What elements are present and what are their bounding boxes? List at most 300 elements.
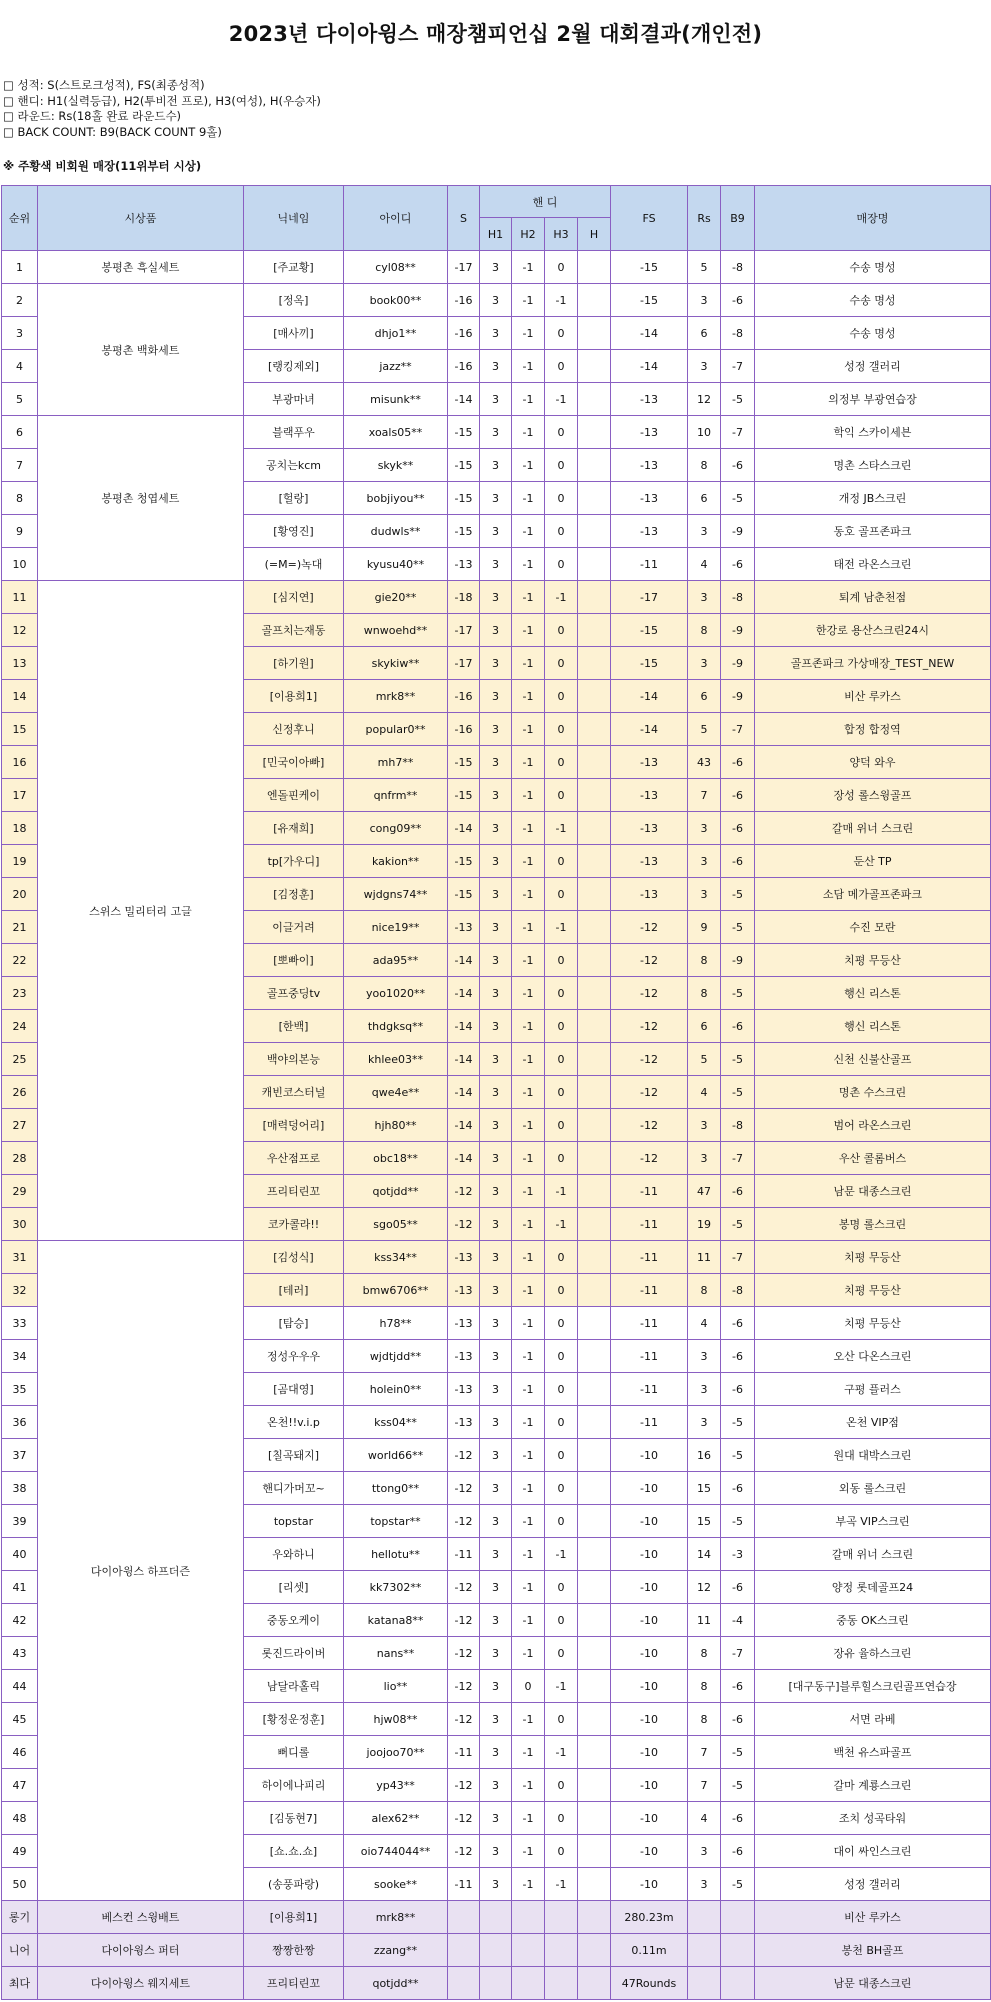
h-cell (578, 1835, 611, 1868)
h3-cell: 0 (545, 1439, 578, 1472)
s-cell: -12 (448, 1802, 480, 1835)
nick-cell: 부광마녀 (244, 383, 344, 416)
prize-cell: 봉평촌 흑실세트 (38, 251, 244, 284)
h2-cell: -1 (512, 845, 545, 878)
h-cell (578, 812, 611, 845)
id-cell: lio** (344, 1670, 448, 1703)
rank-cell: 9 (2, 515, 38, 548)
h-cell (578, 1967, 611, 2000)
h-cell (578, 1736, 611, 1769)
s-cell: -17 (448, 647, 480, 680)
h-cell (578, 1340, 611, 1373)
h3-cell: 0 (545, 1802, 578, 1835)
h3-cell: 0 (545, 1769, 578, 1802)
h3-cell: 0 (545, 845, 578, 878)
h1-cell: 3 (480, 515, 512, 548)
h2-cell (512, 1967, 545, 2000)
h3-cell: -1 (545, 1670, 578, 1703)
rs-cell: 3 (688, 647, 721, 680)
note-handicap: □ 핸디: H1(실력등급), H2(투비전 프로), H3(여성), H(우승자) (3, 93, 321, 108)
rank-cell: 46 (2, 1736, 38, 1769)
h2-cell: -1 (512, 383, 545, 416)
rank-cell: 16 (2, 746, 38, 779)
h2-cell: -1 (512, 482, 545, 515)
b9-cell: -6 (721, 1670, 755, 1703)
h2-cell: -1 (512, 1439, 545, 1472)
h2-cell: -1 (512, 1835, 545, 1868)
nick-cell: 프리티린꼬 (244, 1967, 344, 2000)
store-cell: 백천 유스파골프 (755, 1736, 991, 1769)
store-cell: 치평 무등산 (755, 1241, 991, 1274)
nick-cell: 이글거려 (244, 911, 344, 944)
s-cell: -17 (448, 251, 480, 284)
rs-cell: 3 (688, 845, 721, 878)
rank-cell: 23 (2, 977, 38, 1010)
b9-cell: -6 (721, 449, 755, 482)
h3-cell: 0 (545, 1472, 578, 1505)
rank-cell: 24 (2, 1010, 38, 1043)
h-cell (578, 713, 611, 746)
h2-cell: -1 (512, 977, 545, 1010)
nick-cell: [리셋] (244, 1571, 344, 1604)
table-row (2, 1241, 991, 1274)
rs-cell: 8 (688, 449, 721, 482)
h-cell (578, 548, 611, 581)
nick-cell: [유재희] (244, 812, 344, 845)
h2-cell: -1 (512, 1571, 545, 1604)
id-cell: sgo05** (344, 1208, 448, 1241)
id-cell: kakion** (344, 845, 448, 878)
h2-cell: -1 (512, 647, 545, 680)
store-cell: 비산 루카스 (755, 1901, 991, 1934)
nick-cell: [하기원] (244, 647, 344, 680)
s-cell: -15 (448, 515, 480, 548)
h2-cell: -1 (512, 1076, 545, 1109)
rs-cell: 6 (688, 1010, 721, 1043)
b9-cell: -5 (721, 1868, 755, 1901)
h2-cell: -1 (512, 812, 545, 845)
h1-cell: 3 (480, 317, 512, 350)
rank-cell: 33 (2, 1307, 38, 1340)
h1-cell: 3 (480, 1505, 512, 1538)
h2-cell: -1 (512, 713, 545, 746)
h1-cell: 3 (480, 977, 512, 1010)
h3-cell: -1 (545, 581, 578, 614)
rank-cell: 25 (2, 1043, 38, 1076)
header-rs: Rs (688, 186, 721, 251)
h3-cell: 0 (545, 878, 578, 911)
store-cell: 의정부 부광연습장 (755, 383, 991, 416)
header-rank: 순위 (2, 186, 38, 251)
h3-cell: 0 (545, 944, 578, 977)
nick-cell: [랭킹제외] (244, 350, 344, 383)
id-cell: hjh80** (344, 1109, 448, 1142)
h3-cell: 0 (545, 350, 578, 383)
b9-cell: -5 (721, 1208, 755, 1241)
b9-cell: -7 (721, 1637, 755, 1670)
h-cell (578, 1505, 611, 1538)
rs-cell: 16 (688, 1439, 721, 1472)
s-cell: -15 (448, 845, 480, 878)
store-cell: 우산 콜롬버스 (755, 1142, 991, 1175)
s-cell: -13 (448, 1241, 480, 1274)
s-cell: -12 (448, 1175, 480, 1208)
rs-cell: 11 (688, 1241, 721, 1274)
id-cell: qotjdd** (344, 1967, 448, 2000)
id-cell: ada95** (344, 944, 448, 977)
b9-cell: -9 (721, 647, 755, 680)
id-cell: hjw08** (344, 1703, 448, 1736)
h-cell (578, 284, 611, 317)
rank-cell: 38 (2, 1472, 38, 1505)
b9-cell: -7 (721, 1142, 755, 1175)
nick-cell: [곰대영] (244, 1373, 344, 1406)
fs-cell: -14 (611, 713, 688, 746)
h-cell (578, 1670, 611, 1703)
h3-cell: 0 (545, 1076, 578, 1109)
fs-cell: -15 (611, 614, 688, 647)
id-cell: kk7302** (344, 1571, 448, 1604)
h-cell (578, 1571, 611, 1604)
nick-cell: [김정훈] (244, 878, 344, 911)
rs-cell: 3 (688, 350, 721, 383)
h2-cell: -1 (512, 251, 545, 284)
h2-cell: -1 (512, 1043, 545, 1076)
store-cell: 수진 모란 (755, 911, 991, 944)
store-cell: 남문 대종스크린 (755, 1175, 991, 1208)
rank-cell: 4 (2, 350, 38, 383)
s-cell: -13 (448, 1373, 480, 1406)
nick-cell: [심지연] (244, 581, 344, 614)
rs-cell: 4 (688, 548, 721, 581)
h2-cell: -1 (512, 746, 545, 779)
rs-cell: 19 (688, 1208, 721, 1241)
b9-cell: -5 (721, 1439, 755, 1472)
rank-cell: 14 (2, 680, 38, 713)
s-cell: -15 (448, 878, 480, 911)
id-cell: mh7** (344, 746, 448, 779)
h3-cell: 0 (545, 1043, 578, 1076)
s-cell: -14 (448, 1109, 480, 1142)
rank-cell: 41 (2, 1571, 38, 1604)
rs-cell: 8 (688, 1637, 721, 1670)
rank-cell: 20 (2, 878, 38, 911)
rank-cell: 32 (2, 1274, 38, 1307)
h2-cell: -1 (512, 1340, 545, 1373)
s-cell: -11 (448, 1868, 480, 1901)
rs-cell: 3 (688, 284, 721, 317)
fs-cell: -11 (611, 1373, 688, 1406)
rank-cell: 8 (2, 482, 38, 515)
id-cell: katana8** (344, 1604, 448, 1637)
nick-cell: 온천!!v.i.p (244, 1406, 344, 1439)
h1-cell: 3 (480, 1472, 512, 1505)
rs-cell: 9 (688, 911, 721, 944)
fs-cell: -11 (611, 1175, 688, 1208)
nick-cell: 롯진드라이버 (244, 1637, 344, 1670)
store-cell: 행신 리스톤 (755, 977, 991, 1010)
h1-cell: 3 (480, 614, 512, 647)
h3-cell: -1 (545, 1538, 578, 1571)
fs-cell: -10 (611, 1802, 688, 1835)
store-cell: 수송 명성 (755, 284, 991, 317)
store-cell: 양정 롯데골프24 (755, 1571, 991, 1604)
rank-cell: 19 (2, 845, 38, 878)
rs-cell: 12 (688, 1571, 721, 1604)
rank-cell: 43 (2, 1637, 38, 1670)
fs-cell: -10 (611, 1604, 688, 1637)
fs-cell: -12 (611, 1043, 688, 1076)
store-cell: 치평 무등산 (755, 1274, 991, 1307)
rs-cell: 5 (688, 713, 721, 746)
store-cell: 온천 VIP점 (755, 1406, 991, 1439)
id-cell: qotjdd** (344, 1175, 448, 1208)
fs-cell: -10 (611, 1538, 688, 1571)
h-cell (578, 1274, 611, 1307)
rs-cell (688, 1934, 721, 1967)
b9-cell: -6 (721, 1472, 755, 1505)
store-cell: 봉천 BH골프 (755, 1934, 991, 1967)
h1-cell: 3 (480, 1802, 512, 1835)
h3-cell: 0 (545, 713, 578, 746)
h1-cell: 3 (480, 779, 512, 812)
fs-cell: -12 (611, 1109, 688, 1142)
rank-cell: 3 (2, 317, 38, 350)
rank-cell: 7 (2, 449, 38, 482)
rank-cell: 31 (2, 1241, 38, 1274)
fs-cell: -11 (611, 1241, 688, 1274)
nick-cell: [매사끼] (244, 317, 344, 350)
h3-cell: 0 (545, 647, 578, 680)
id-cell: hellotu** (344, 1538, 448, 1571)
store-cell: 봉명 롤스크린 (755, 1208, 991, 1241)
store-cell: 태전 라온스크린 (755, 548, 991, 581)
store-cell: 퇴계 남춘천점 (755, 581, 991, 614)
fs-cell: -10 (611, 1736, 688, 1769)
nick-cell: [뽀빠이] (244, 944, 344, 977)
rs-cell: 3 (688, 1835, 721, 1868)
h-cell (578, 1373, 611, 1406)
h3-cell: 0 (545, 1274, 578, 1307)
rank-cell: 18 (2, 812, 38, 845)
rank-cell: 34 (2, 1340, 38, 1373)
store-cell: 성정 갤러리 (755, 350, 991, 383)
h3-cell: -1 (545, 284, 578, 317)
s-cell: -14 (448, 977, 480, 1010)
rs-cell (688, 1967, 721, 2000)
fs-cell: -10 (611, 1637, 688, 1670)
rs-cell: 3 (688, 878, 721, 911)
s-cell: -16 (448, 350, 480, 383)
nick-cell: 공치는kcm (244, 449, 344, 482)
b9-cell: -6 (721, 548, 755, 581)
id-cell: mrk8** (344, 1901, 448, 1934)
h1-cell: 3 (480, 1604, 512, 1637)
nick-cell: 블랙푸우 (244, 416, 344, 449)
h1-cell (480, 1901, 512, 1934)
rank-cell: 5 (2, 383, 38, 416)
rank-cell: 6 (2, 416, 38, 449)
id-cell: nans** (344, 1637, 448, 1670)
fs-cell: -13 (611, 746, 688, 779)
h3-cell: -1 (545, 1868, 578, 1901)
rank-cell: 40 (2, 1538, 38, 1571)
b9-cell: -6 (721, 845, 755, 878)
h3-cell: 0 (545, 779, 578, 812)
b9-cell: -7 (721, 350, 755, 383)
id-cell: skyk** (344, 449, 448, 482)
nick-cell: 우와하니 (244, 1538, 344, 1571)
id-cell: joojoo70** (344, 1736, 448, 1769)
h3-cell: 0 (545, 317, 578, 350)
id-cell: bmw6706** (344, 1274, 448, 1307)
id-cell: bobjiyou** (344, 482, 448, 515)
note-score: □ 성적: S(스트로크성적), FS(최종성적) (3, 78, 205, 92)
rs-cell: 12 (688, 383, 721, 416)
id-cell: book00** (344, 284, 448, 317)
rs-cell: 15 (688, 1472, 721, 1505)
rank-cell: 37 (2, 1439, 38, 1472)
s-cell: -12 (448, 1835, 480, 1868)
h1-cell: 3 (480, 1736, 512, 1769)
id-cell: cyl08** (344, 251, 448, 284)
fs-cell: -13 (611, 383, 688, 416)
fs-cell: -11 (611, 548, 688, 581)
rs-cell: 7 (688, 1736, 721, 1769)
store-cell: 갈매 위너 스크린 (755, 812, 991, 845)
store-cell: 개정 JB스크린 (755, 482, 991, 515)
s-cell: -13 (448, 911, 480, 944)
s-cell: -12 (448, 1571, 480, 1604)
h2-cell: -1 (512, 1703, 545, 1736)
nick-cell: 정성우우우 (244, 1340, 344, 1373)
s-cell (448, 1967, 480, 2000)
h-cell (578, 845, 611, 878)
s-cell: -12 (448, 1637, 480, 1670)
h-cell (578, 1208, 611, 1241)
store-cell: 치평 무등산 (755, 1307, 991, 1340)
h3-cell: -1 (545, 383, 578, 416)
nick-cell: 골프중딩tv (244, 977, 344, 1010)
h2-cell: -1 (512, 416, 545, 449)
fs-cell: -15 (611, 284, 688, 317)
store-cell: 갈마 계룡스크린 (755, 1769, 991, 1802)
h2-cell: -1 (512, 1241, 545, 1274)
nick-cell: [황정운정훈] (244, 1703, 344, 1736)
fs-cell: -13 (611, 416, 688, 449)
s-cell: -12 (448, 1703, 480, 1736)
id-cell: nice19** (344, 911, 448, 944)
nick-cell: [테러] (244, 1274, 344, 1307)
h3-cell: 0 (545, 1010, 578, 1043)
id-cell: kss34** (344, 1241, 448, 1274)
rs-cell: 7 (688, 779, 721, 812)
rs-cell: 3 (688, 1340, 721, 1373)
header-h1: H1 (480, 218, 512, 251)
id-cell: popular0** (344, 713, 448, 746)
b9-cell: -6 (721, 1703, 755, 1736)
id-cell: misunk** (344, 383, 448, 416)
id-cell: qnfrm** (344, 779, 448, 812)
nick-cell: 프리티린꼬 (244, 1175, 344, 1208)
h-cell (578, 1703, 611, 1736)
record-cell: 47Rounds (611, 1967, 688, 2000)
rank-cell: 27 (2, 1109, 38, 1142)
fs-cell: -13 (611, 482, 688, 515)
fs-cell: -12 (611, 1076, 688, 1109)
store-cell: 갈매 위너 스크린 (755, 1538, 991, 1571)
h-cell (578, 977, 611, 1010)
rs-cell: 8 (688, 614, 721, 647)
id-cell: topstar** (344, 1505, 448, 1538)
fs-cell: -15 (611, 251, 688, 284)
id-cell: mrk8** (344, 680, 448, 713)
h1-cell: 3 (480, 1043, 512, 1076)
b9-cell: -6 (721, 1571, 755, 1604)
id-cell: kyusu40** (344, 548, 448, 581)
note-backcount: □ BACK COUNT: B9(BACK COUNT 9홀) (3, 124, 222, 139)
b9-cell: -6 (721, 1835, 755, 1868)
h1-cell: 3 (480, 284, 512, 317)
h3-cell: -1 (545, 1208, 578, 1241)
h-cell (578, 1802, 611, 1835)
table-row (2, 284, 991, 317)
b9-cell: -8 (721, 317, 755, 350)
b9-cell: -7 (721, 713, 755, 746)
s-cell: -12 (448, 1439, 480, 1472)
h1-cell: 3 (480, 251, 512, 284)
s-cell: -15 (448, 746, 480, 779)
h1-cell: 3 (480, 911, 512, 944)
nick-cell: 백야의본능 (244, 1043, 344, 1076)
h-cell (578, 1472, 611, 1505)
h1-cell: 3 (480, 746, 512, 779)
h1-cell: 3 (480, 1274, 512, 1307)
rs-cell: 47 (688, 1175, 721, 1208)
b9-cell: -8 (721, 581, 755, 614)
nick-cell: 신정후니 (244, 713, 344, 746)
h3-cell: 0 (545, 515, 578, 548)
store-cell: 소담 메가골프존파크 (755, 878, 991, 911)
id-cell: ttong0** (344, 1472, 448, 1505)
nick-cell: 핸디가머꼬~ (244, 1472, 344, 1505)
h1-cell: 3 (480, 1637, 512, 1670)
h2-cell: -1 (512, 317, 545, 350)
h3-cell: 0 (545, 1109, 578, 1142)
special-award-row (2, 1934, 991, 1967)
rank-cell: 13 (2, 647, 38, 680)
h-cell (578, 581, 611, 614)
rs-cell: 3 (688, 812, 721, 845)
rs-cell: 3 (688, 1868, 721, 1901)
table-row (2, 416, 991, 449)
h3-cell: -1 (545, 1175, 578, 1208)
id-cell: yp43** (344, 1769, 448, 1802)
id-cell: holein0** (344, 1373, 448, 1406)
rank-cell: 29 (2, 1175, 38, 1208)
h2-cell: -1 (512, 1505, 545, 1538)
rank-cell: 12 (2, 614, 38, 647)
rs-cell: 8 (688, 944, 721, 977)
h1-cell: 3 (480, 1538, 512, 1571)
id-cell: alex62** (344, 1802, 448, 1835)
rs-cell: 3 (688, 581, 721, 614)
h3-cell (545, 1901, 578, 1934)
nick-cell: [황영진] (244, 515, 344, 548)
fs-cell: -10 (611, 1472, 688, 1505)
nick-cell: 엔돌핀케이 (244, 779, 344, 812)
h2-cell: -1 (512, 1637, 545, 1670)
